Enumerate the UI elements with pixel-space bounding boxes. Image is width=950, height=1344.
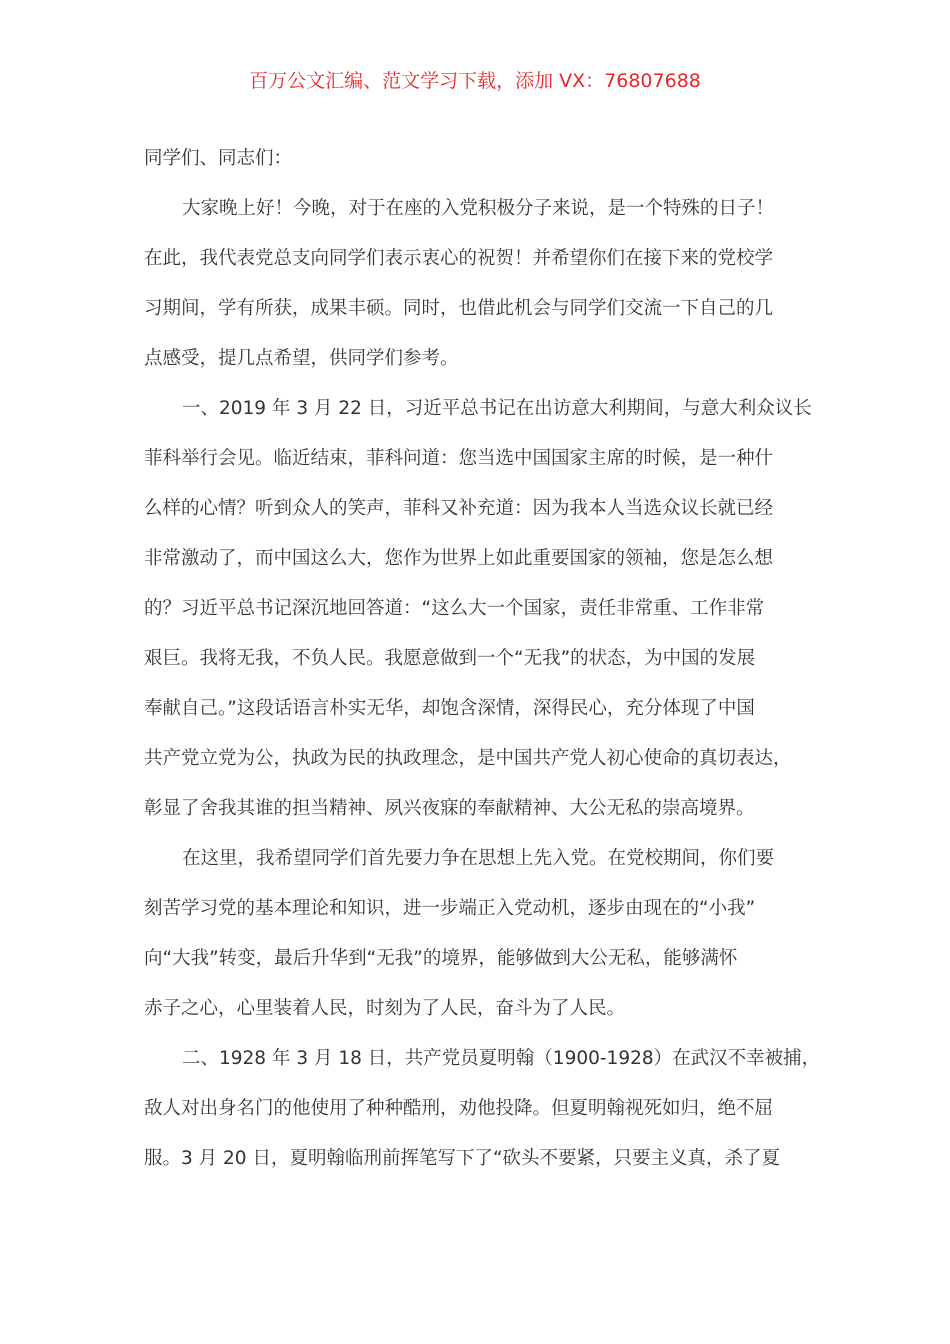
document-body <box>144 134 821 1184</box>
paragraph-line: 在这里，我希望同学们首先要力争在思想上先入党。在党校期间，你们要 <box>182 848 775 869</box>
watermark-header: 百万公文汇编、范文学习下载，添加 VX：76807688 <box>249 70 701 92</box>
paragraph-line: 服。3 月 20 日，夏明翰临刑前挥笔写下了“砍头不要紧，只要主义真，杀了夏 <box>144 1148 781 1169</box>
paragraph-line: 共产党立党为公，执政为民的执政理念，是中国共产党人初心使命的真切表达， <box>144 748 792 769</box>
paragraph-line: 赤子之心，心里装着人民，时刻为了人民，奋斗为了人民。 <box>144 998 626 1019</box>
paragraph-line: 点感受，提几点希望，供同学们参考。 <box>144 348 459 369</box>
paragraph-line: 在此，我代表党总支向同学们表示衷心的祝贺！并希望你们在接下来的党校学 <box>144 248 774 269</box>
paragraph-line: 么样的心情？听到众人的笑声，菲科又补充道：因为我本人当选众议长就已经 <box>144 498 774 519</box>
paragraph-line: 刻苦学习党的基本理论和知识，进一步端正入党动机，逐步由现在的“小我” <box>144 898 756 919</box>
paragraph-line: 非常激动了，而中国这么大，您作为世界上如此重要国家的领袖，您是怎么想 <box>144 548 774 569</box>
paragraph-line: 艰巨。我将无我，不负人民。我愿意做到一个“无我”的状态，为中国的发展 <box>144 648 756 669</box>
paragraph-line: 向“大我”转变，最后升华到“无我”的境界，能够做到大公无私，能够满怀 <box>144 948 738 969</box>
paragraph-line: 二、1928 年 3 月 18 日，共产党员夏明翰（1900-1928）在武汉不幸被捕， <box>182 1048 821 1069</box>
paragraph-line: 彰显了舍我其谁的担当精神、夙兴夜寐的奉献精神、大公无私的崇高境界。 <box>144 798 755 819</box>
paragraph-line: 习期间，学有所获，成果丰硕。同时，也借此机会与同学们交流一下自己的几 <box>144 298 774 319</box>
paragraph-line: 的？习近平总书记深沉地回答道：“这么大一个国家，责任非常重、工作非常 <box>144 598 765 619</box>
paragraph-line: 敌人对出身名门的他使用了种种酷刑，劝他投降。但夏明翰视死如归，绝不屈 <box>144 1098 774 1119</box>
paragraph-line: 一、2019 年 3 月 22 日，习近平总书记在出访意大利期间，与意大利众议长 <box>182 398 812 419</box>
paragraph-line: 奉献自己。”这段话语言朴实无华，却饱含深情，深得民心，充分体现了中国 <box>144 698 755 719</box>
salutation-line: 同学们、同志们： <box>144 148 293 169</box>
paragraph-line: 菲科举行会见。临近结束，菲科问道：您当选中国国家主席的时候，是一种什 <box>144 448 774 469</box>
paragraph-line: 大家晚上好！今晚，对于在座的入党积极分子来说，是一个特殊的日子！ <box>182 198 775 219</box>
